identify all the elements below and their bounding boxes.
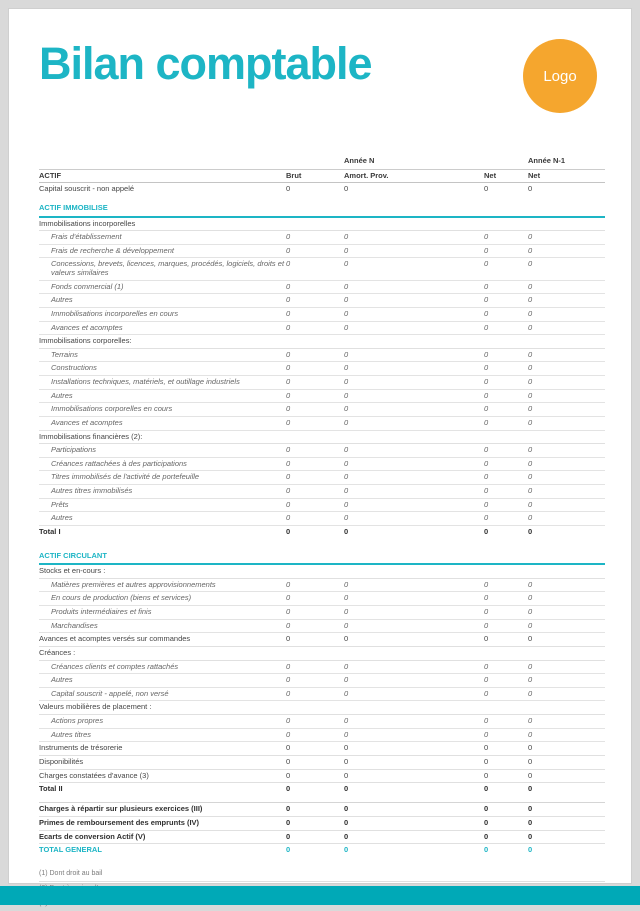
cell-value: 0: [484, 633, 528, 647]
cell-value: 0: [286, 471, 344, 485]
data-row: [39, 633, 605, 647]
cell-value: 0: [286, 362, 344, 376]
cell-value: 0: [484, 244, 528, 258]
cell-value: 0: [344, 512, 484, 526]
cell-value: 0: [344, 619, 484, 633]
item-row: [39, 389, 605, 403]
cell-value: 0: [528, 660, 605, 674]
item-row: [39, 512, 605, 526]
cell-value: 0: [484, 184, 489, 194]
cell-value: 0: [484, 674, 528, 688]
row-label: Produits intermédiaires et finis: [39, 606, 286, 620]
page-title: Bilan comptable: [39, 38, 372, 89]
total-row: [39, 525, 605, 538]
cell-value: 0: [286, 755, 344, 769]
cell-value: 0: [344, 376, 484, 390]
cell-value: 0: [528, 592, 605, 606]
cell-value: 0: [484, 362, 528, 376]
year-n-header: Année N: [344, 155, 484, 169]
cell-value: 0: [528, 244, 605, 258]
cell-value: 0: [484, 742, 528, 756]
item-row: [39, 485, 605, 499]
row-label: En cours de production (biens et services): [39, 592, 286, 606]
row-label: Capital souscrit - appelé, non versé: [39, 687, 286, 701]
item-row: [39, 592, 605, 606]
row-label: Créances rattachées à des participations: [39, 457, 286, 471]
cell-value: 0: [286, 258, 344, 280]
spacer-cell: [39, 796, 605, 803]
row-label: Prêts: [39, 498, 286, 512]
cell-value: 0: [528, 348, 605, 362]
balance-sheet-table: [39, 155, 605, 857]
item-row: [39, 619, 605, 633]
cell-value: 0: [286, 526, 291, 536]
category-label: Créances :: [39, 646, 605, 660]
section-row: [39, 202, 605, 217]
cell-value: 0: [484, 512, 528, 526]
cell-value: 0: [286, 231, 344, 245]
cell-value: 0: [286, 485, 344, 499]
cell-value: 0: [344, 362, 484, 376]
cell-value: 0: [286, 578, 344, 592]
cell-value: 0: [484, 845, 489, 855]
cell-value: 0: [484, 755, 528, 769]
row-label: Ecarts de conversion Actif (V): [39, 830, 286, 844]
cell-value: 0: [344, 184, 349, 194]
cell-value: 0: [484, 619, 528, 633]
cell-value: 0: [344, 742, 484, 756]
cell-value: 0: [528, 715, 605, 729]
row-label: Marchandises: [39, 619, 286, 633]
cell-value: 0: [528, 258, 605, 280]
cell-value: 0: [286, 403, 344, 417]
logo-circle: [523, 39, 597, 113]
row-label: Autres: [39, 294, 286, 308]
row-label: Constructions: [39, 362, 286, 376]
cell-value: 0: [344, 416, 484, 430]
cell-value: 0: [484, 830, 528, 844]
net-prev-header: Net: [528, 169, 605, 183]
cell-value: 0: [528, 416, 605, 430]
cell-value: 0: [528, 816, 605, 830]
item-row: [39, 660, 605, 674]
cell-value: 0: [344, 769, 484, 783]
page: [8, 8, 632, 884]
row-label: Primes de remboursement des emprunts (IV): [39, 816, 286, 830]
data-row: [39, 755, 605, 769]
row-label: Terrains: [39, 348, 286, 362]
cell-value: 0: [344, 816, 484, 830]
cell-value: 0: [344, 444, 484, 458]
cell-value: 0: [286, 674, 344, 688]
spacer-row: [39, 796, 605, 803]
item-row: [39, 457, 605, 471]
brut-header: Brut: [286, 169, 344, 183]
cell-value: 0: [528, 280, 605, 294]
row-label: Concessions, brevets, licences, marques, procédés, logiciels, droits et valeurs similaires: [39, 258, 286, 280]
cell-value: 0: [286, 592, 344, 606]
row-label: Instruments de trésorerie: [39, 742, 286, 756]
cell-value: 0: [286, 845, 291, 855]
cell-value: 0: [344, 674, 484, 688]
grand-row: [39, 844, 605, 857]
row-label: Autres titres: [39, 728, 286, 742]
category-label: Immobilisations corporelles:: [39, 335, 605, 349]
cell-value: 0: [484, 769, 528, 783]
item-row: [39, 687, 605, 701]
cell-value: 0: [286, 184, 291, 194]
cell-value: 0: [484, 578, 528, 592]
balance-table-body: [39, 183, 605, 857]
category-label: Valeurs mobilières de placement :: [39, 701, 605, 715]
row-label: Total I: [39, 526, 61, 536]
row-label: Capital souscrit - non appelé: [39, 184, 135, 194]
item-row: [39, 294, 605, 308]
cell-value: 0: [286, 633, 344, 647]
category-row: [39, 701, 605, 715]
row-label: Actions propres: [39, 715, 286, 729]
plain-row: [39, 183, 605, 196]
cell-value: 0: [286, 348, 344, 362]
cell-value: 0: [528, 376, 605, 390]
cell-value: 0: [484, 403, 528, 417]
row-label: Autres: [39, 512, 286, 526]
item-row: [39, 362, 605, 376]
row-label: Immobilisations incorporelles en cours: [39, 307, 286, 321]
cell-value: 0: [286, 389, 344, 403]
cell-value: 0: [484, 498, 528, 512]
cell-value: 0: [484, 715, 528, 729]
total-row: [39, 783, 605, 796]
category-row: [39, 430, 605, 444]
row-label: Autres titres immobilisés: [39, 485, 286, 499]
cell-value: 0: [344, 728, 484, 742]
cell-value: 0: [344, 830, 484, 844]
cell-value: 0: [344, 471, 484, 485]
logo-label: Logo: [543, 67, 577, 85]
cell-value: 0: [528, 742, 605, 756]
item-row: [39, 321, 605, 335]
cell-value: 0: [344, 660, 484, 674]
cell-value: 0: [286, 376, 344, 390]
cell-value: 0: [344, 389, 484, 403]
cell-value: 0: [286, 498, 344, 512]
cell-value: 0: [344, 280, 484, 294]
cell-value: 0: [528, 728, 605, 742]
category-row: [39, 217, 605, 231]
cell-value: 0: [528, 619, 605, 633]
cell-value: 0: [484, 457, 528, 471]
row-label: TOTAL GENERAL: [39, 845, 102, 855]
row-label: Charges constatées d'avance (3): [39, 769, 286, 783]
cell-value: 0: [286, 728, 344, 742]
item-row: [39, 471, 605, 485]
cell-value: 0: [484, 592, 528, 606]
cell-value: 0: [286, 321, 344, 335]
cell-value: 0: [484, 231, 528, 245]
item-row: [39, 348, 605, 362]
cell-value: 0: [286, 803, 344, 817]
cell-value: 0: [528, 512, 605, 526]
cell-value: 0: [286, 769, 344, 783]
data-row: [39, 742, 605, 756]
column-header-row: [39, 169, 605, 183]
item-row: [39, 244, 605, 258]
row-label: Installations techniques, matériels, et outillage industriels: [39, 376, 286, 390]
cell-value: 0: [286, 280, 344, 294]
cell-value: 0: [286, 816, 344, 830]
empty-cell: [39, 155, 286, 169]
cell-value: 0: [484, 389, 528, 403]
footer-bar: [0, 886, 640, 905]
cell-value: 0: [528, 403, 605, 417]
section-label: ACTIF CIRCULANT: [39, 550, 605, 565]
cell-value: 0: [528, 231, 605, 245]
cell-value: 0: [528, 294, 605, 308]
cell-value: 0: [286, 512, 344, 526]
cell-value: 0: [286, 687, 344, 701]
item-row: [39, 258, 605, 280]
cell-value: 0: [286, 784, 291, 794]
item-row: [39, 376, 605, 390]
item-row: [39, 728, 605, 742]
cell-value: 0: [528, 633, 605, 647]
cell-value: 0: [286, 416, 344, 430]
cell-value: 0: [344, 526, 349, 536]
item-row: [39, 416, 605, 430]
cell-value: 0: [528, 784, 533, 794]
row-label: Avances et acomptes: [39, 416, 286, 430]
cell-value: 0: [528, 321, 605, 335]
cell-value: 0: [528, 803, 605, 817]
item-row: [39, 674, 605, 688]
footnote: (1) Dont droit au bail: [39, 867, 605, 882]
cell-value: 0: [528, 389, 605, 403]
cell-value: 0: [344, 294, 484, 308]
cell-value: 0: [484, 728, 528, 742]
cell-value: 0: [344, 687, 484, 701]
item-row: [39, 231, 605, 245]
cell-value: 0: [344, 633, 484, 647]
item-row: [39, 606, 605, 620]
cell-value: 0: [484, 294, 528, 308]
cell-value: 0: [528, 830, 605, 844]
cell-value: 0: [484, 258, 528, 280]
row-label: Créances clients et comptes rattachés: [39, 660, 286, 674]
cell-value: 0: [528, 362, 605, 376]
cell-value: 0: [484, 321, 528, 335]
cell-value: 0: [344, 845, 349, 855]
cell-value: 0: [528, 674, 605, 688]
cell-value: 0: [484, 348, 528, 362]
cell-value: 0: [484, 526, 489, 536]
cell-value: 0: [286, 307, 344, 321]
category-label: Immobilisations financières (2):: [39, 430, 605, 444]
cell-value: 0: [344, 258, 484, 280]
cell-value: 0: [286, 244, 344, 258]
cell-value: 0: [344, 755, 484, 769]
cell-value: 0: [484, 376, 528, 390]
cell-value: 0: [484, 784, 489, 794]
cell-value: 0: [484, 416, 528, 430]
cell-value: 0: [286, 294, 344, 308]
cell-value: 0: [484, 687, 528, 701]
spacer-row: [39, 539, 605, 550]
bold-row: [39, 816, 605, 830]
amort-header: Amort. Prov.: [344, 169, 484, 183]
balance-sheet: [39, 155, 605, 911]
section-label: ACTIF IMMOBILISE: [39, 202, 605, 217]
year-n1-header: Année N-1: [528, 155, 605, 169]
cell-value: 0: [484, 471, 528, 485]
row-label: Disponibilités: [39, 755, 286, 769]
cell-value: 0: [484, 485, 528, 499]
cell-value: 0: [344, 578, 484, 592]
item-row: [39, 280, 605, 294]
item-row: [39, 444, 605, 458]
category-label: Stocks et en-cours :: [39, 564, 605, 578]
actif-header: ACTIF: [39, 169, 286, 183]
row-label: Avances et acomptes: [39, 321, 286, 335]
row-label: Matières premières et autres approvisionnements: [39, 578, 286, 592]
bold-row: [39, 830, 605, 844]
net-header: Net: [484, 169, 528, 183]
cell-value: 0: [286, 715, 344, 729]
cell-value: 0: [286, 444, 344, 458]
bold-row: [39, 803, 605, 817]
category-row: [39, 564, 605, 578]
cell-value: 0: [528, 444, 605, 458]
item-row: [39, 715, 605, 729]
row-label: Immobilisations corporelles en cours: [39, 403, 286, 417]
empty-cell: [286, 155, 344, 169]
cell-value: 0: [484, 803, 528, 817]
cell-value: 0: [484, 816, 528, 830]
item-row: [39, 578, 605, 592]
cell-value: 0: [528, 606, 605, 620]
cell-value: 0: [344, 803, 484, 817]
item-row: [39, 498, 605, 512]
cell-value: 0: [286, 742, 344, 756]
cell-value: 0: [344, 485, 484, 499]
row-label: Participations: [39, 444, 286, 458]
cell-value: 0: [344, 244, 484, 258]
cell-value: 0: [484, 660, 528, 674]
cell-value: 0: [286, 606, 344, 620]
cell-value: 0: [344, 715, 484, 729]
cell-value: 0: [528, 526, 533, 536]
item-row: [39, 403, 605, 417]
cell-value: 0: [344, 784, 349, 794]
cell-value: 0: [528, 485, 605, 499]
cell-value: 0: [344, 403, 484, 417]
row-label: Frais de recherche & développement: [39, 244, 286, 258]
cell-value: 0: [286, 619, 344, 633]
cell-value: 0: [528, 769, 605, 783]
cell-value: 0: [344, 307, 484, 321]
cell-value: 0: [528, 687, 605, 701]
row-label: Fonds commercial (1): [39, 280, 286, 294]
row-label: Total II: [39, 784, 63, 794]
row-label: Charges à répartir sur plusieurs exercices (III): [39, 803, 286, 817]
cell-value: 0: [484, 606, 528, 620]
category-row: [39, 335, 605, 349]
cell-value: 0: [344, 348, 484, 362]
category-label: Immobilisations incorporelles: [39, 217, 605, 231]
cell-value: 0: [528, 457, 605, 471]
cell-value: 0: [286, 830, 344, 844]
row-label: Autres: [39, 674, 286, 688]
year-header-row: [39, 155, 605, 169]
cell-value: 0: [528, 498, 605, 512]
section-row: [39, 550, 605, 565]
cell-value: 0: [484, 280, 528, 294]
category-row: [39, 646, 605, 660]
cell-value: 0: [344, 231, 484, 245]
cell-value: 0: [344, 457, 484, 471]
cell-value: 0: [528, 578, 605, 592]
cell-value: 0: [528, 471, 605, 485]
cell-value: 0: [344, 321, 484, 335]
spacer-cell: [39, 539, 605, 550]
row-label: Titres immobilisés de l'activité de portefeuille: [39, 471, 286, 485]
cell-value: 0: [344, 606, 484, 620]
data-row: [39, 769, 605, 783]
cell-value: 0: [528, 755, 605, 769]
cell-value: 0: [484, 444, 528, 458]
cell-value: 0: [344, 498, 484, 512]
cell-value: 0: [484, 307, 528, 321]
cell-value: 0: [344, 592, 484, 606]
cell-value: 0: [528, 184, 533, 194]
cell-value: 0: [528, 307, 605, 321]
cell-value: 0: [286, 660, 344, 674]
row-label: Autres: [39, 389, 286, 403]
cell-value: 0: [528, 845, 533, 855]
item-row: [39, 307, 605, 321]
cell-value: 0: [286, 457, 344, 471]
row-label: Avances et acomptes versés sur commandes: [39, 633, 286, 647]
empty-cell: [484, 155, 528, 169]
row-label: Frais d'établissement: [39, 231, 286, 245]
